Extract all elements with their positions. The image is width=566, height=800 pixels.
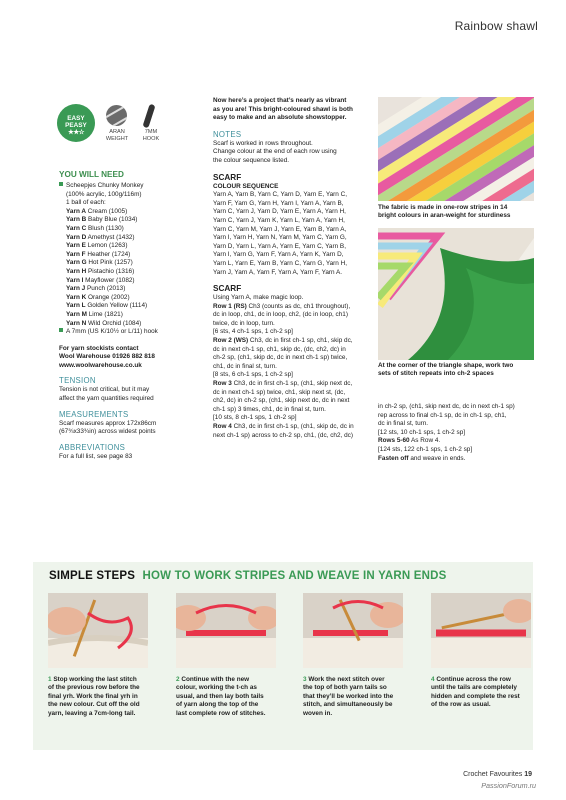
step-text: of the row as usual. [431, 701, 491, 709]
step-text-line [303, 676, 409, 684]
caption1-line2: bright colours in aran-weight for sturdiness [378, 212, 511, 220]
colour-sequence-line: Yarn C, Yarn J, Yarn K, Yarn L, Yarn A, Yarn H, [213, 216, 345, 224]
step-text: colour, working the t-ch as [176, 684, 257, 692]
step-text-line [48, 693, 154, 701]
pattern-row-line: dc in next ch-1 sp, ch1, skip dc, (dc, ch2, dc) in [213, 345, 346, 353]
pattern-rows [213, 303, 373, 441]
yarn-label-line1: ARAN [109, 129, 125, 135]
footer-watermark: PassionForum.ru [481, 781, 536, 790]
difficulty-badge [57, 104, 95, 142]
colour-sequence-heading: COLOUR SEQUENCE [213, 182, 279, 190]
yarn-name: Yarn L [66, 302, 86, 310]
yarn-name: Yarn M [66, 310, 87, 318]
step4-photo [431, 593, 531, 668]
pattern-row [213, 337, 373, 380]
hook-size-label [137, 129, 165, 142]
row-text: Ch3, dc in first ch-1 sp, (ch1, skip dc, dc in [231, 423, 354, 430]
star-rating-icon: ★★☆ [68, 129, 84, 136]
middle-column [213, 97, 373, 440]
pattern-row-line [213, 337, 373, 346]
yarn-item [66, 285, 204, 294]
yarn-item [66, 208, 204, 217]
abbreviations-heading: ABBREVIATIONS [59, 442, 126, 452]
triangle-corner-image [378, 228, 534, 360]
row-label: Row 1 (RS) [213, 302, 247, 310]
yarn-desc: Cream (1005) [86, 207, 128, 215]
colour-sequence-line: Yarn C, Yarn M, Yarn J, Yarn E, Yarn B, Yarn A, [213, 225, 347, 233]
yarn-desc: Mayflower (1082) [83, 276, 135, 284]
yarn-desc: Lemon (1263) [85, 242, 128, 250]
notes-line: Change colour at the end of each row using [213, 148, 337, 156]
row4-continued [378, 403, 538, 437]
step-text: stitch, and simultaneously be [303, 701, 393, 709]
step-text: until the tails are completely [431, 684, 517, 692]
step-text-line [303, 693, 409, 701]
step-text-first: Continue with the new [179, 676, 250, 683]
rows-count: [124 sts, 122 ch-1 sps, 1 ch-2 sp] [378, 445, 473, 453]
pattern-row-line: dc in next ch-1 sp) twice, ch1, skip next st, (dc, [213, 388, 346, 396]
notes-line: Scarf is worked in rows throughout. [213, 139, 313, 147]
steps-title-sub: HOW TO WORK STRIPES AND WEAVE IN YARN ENDS [142, 570, 447, 582]
yarn-desc: Pistachio (1316) [86, 267, 135, 275]
row-label: Row 3 [213, 380, 232, 388]
step-text-line [303, 710, 409, 718]
scarf-intro: Using Yarn A, make magic loop. [213, 294, 304, 302]
caption2-line2: sets of stitch repeats into ch-2 spaces [378, 370, 494, 378]
yarn-item [66, 277, 204, 286]
yarn-desc: Orange (2002) [86, 293, 130, 301]
row4-continued-line: rep across to final ch-1 sp, dc in ch-1 sp, ch1, [378, 411, 507, 419]
step-text: usual, and then lay both tails [176, 692, 264, 700]
right-column-text [378, 403, 538, 463]
stripe-fabric-photo [378, 97, 534, 201]
intro-paragraph [213, 97, 373, 123]
intro-line: Now here’s a project that’s nearly as vibrant [213, 97, 347, 104]
step-number: 1 [48, 676, 52, 683]
pattern-row-line [213, 303, 373, 312]
step3-image [303, 593, 403, 668]
page-number: 19 [524, 771, 532, 778]
step1-image [48, 593, 148, 668]
pattern-row-line: twice, dc in loop, turn. [213, 319, 275, 327]
stockist-line1: For yarn stockists contact [59, 344, 139, 352]
yarn-intro: Scheepjes Chunky Monkey [59, 182, 204, 191]
yarn-desc: Lime (1821) [86, 310, 123, 318]
yarn-name: Yarn D [66, 233, 87, 241]
row4-continued-line: in ch-2 sp, (ch1, skip next dc, dc in next ch-1 sp) [378, 403, 515, 410]
hook-item: A 7mm (US K/10½ or L/11) hook [59, 328, 204, 337]
pattern-row-line: [8 sts, 6 ch-1 sps, 1 ch-2 sp] [213, 371, 293, 379]
simple-steps-title [49, 572, 447, 581]
badge-line2: PEASY [65, 122, 87, 129]
step-text: of the previous row before the [48, 684, 140, 692]
step-text-line [176, 693, 282, 701]
pattern-row-line: [6 sts, 4 ch-1 sps, 1 ch-2 sp] [213, 328, 293, 336]
pattern-row-line: ch2, dc) in ch-2 sp, (ch1, skip next dc, dc in next [213, 397, 350, 405]
step-text-first: Continue across the row [434, 676, 511, 683]
row-label: Row 2 (WS) [213, 337, 249, 345]
step1-photo [48, 593, 148, 668]
step-3-text [303, 676, 409, 718]
step-text-line [431, 701, 537, 709]
yarn-item [66, 320, 204, 329]
tension-heading: TENSION [59, 376, 96, 386]
step-text: the new colour. Cut off the old [48, 701, 140, 709]
yarn-item [66, 294, 204, 303]
yarn-item [66, 311, 204, 320]
intro-line: easy to make and an absolute showstopper. [213, 114, 347, 122]
step-4-text [431, 676, 537, 710]
yarn-name: Yarn J [66, 285, 86, 293]
step-2-text [176, 676, 282, 718]
yarn-desc: Golden Yellow (1114) [85, 302, 148, 310]
step-text-first: Work the next stitch over [306, 676, 385, 683]
yarn-name: Yarn I [66, 276, 84, 284]
yarn-desc: Heather (1724) [85, 250, 131, 258]
colour-sequence-line: Yarn I, Yarn G, Yarn F, Yarn A, Yarn K, Yarn D, [213, 251, 344, 259]
footer-magazine [463, 771, 532, 780]
step-text-line [48, 684, 154, 692]
yarn-desc: Hot Pink (1257) [86, 259, 133, 267]
yarn-label-line2: WEIGHT [105, 135, 129, 142]
step2-image [176, 593, 276, 668]
colour-sequence-line: Yarn F, Yarn G, Yarn H, Yarn I, Yarn A, Yarn B, [213, 199, 344, 207]
intro-line: as you are! This bright-coloured shawl is both [213, 105, 353, 113]
pattern-row-line [213, 380, 373, 389]
row4-continued-line: [12 sts, 10 ch-1 sps, 1 ch-2 sp] [378, 428, 466, 436]
yarn-name: Yarn C [66, 224, 87, 232]
yarn-name: Yarn H [66, 267, 87, 275]
abbreviations-line1: For a full list, see page 83 [59, 452, 133, 460]
step-text: of yarn along the top of the [176, 701, 259, 709]
step-text: hidden and complete the rest [431, 692, 520, 700]
yarn-detail: (100% acrylic, 100g/116m) [66, 190, 142, 198]
magazine-name: Crochet Favourites [463, 771, 523, 778]
step4-image [431, 593, 531, 668]
step-text: that they’ll be worked into the [303, 692, 394, 700]
row4-continued-line: dc in final st, turn. [378, 420, 429, 428]
step-text-line [48, 710, 154, 718]
step-text-line [48, 701, 154, 709]
pattern-row-line: [10 sts, 8 ch-1 sps, 1 ch-2 sp] [213, 414, 297, 422]
tension-line1: Tension is not critical, but it may [59, 386, 150, 394]
caption2-line1: At the corner of the triangle shape, work two [378, 362, 514, 369]
step-1-text [48, 676, 154, 718]
yarn-desc: Blush (1130) [86, 224, 124, 232]
colour-sequence-line: Yarn I, Yarn H, Yarn N, Yarn M, Yarn C, Yarn G, [213, 234, 347, 242]
yarn-name: Yarn K [66, 293, 87, 301]
yarn-item [66, 251, 204, 260]
yarn-item [66, 259, 204, 268]
yarn-item [66, 302, 204, 311]
step-text: yarn, leaving a 7cm-long tail. [48, 709, 136, 717]
step-text-first: Stop working the last stitch [51, 676, 137, 683]
step-number: 2 [176, 676, 180, 683]
step-text-line [176, 701, 282, 709]
colour-sequence-line: Yarn A, Yarn B, Yarn C, Yarn D, Yarn E, Yarn C, [213, 191, 348, 199]
step-number: 3 [303, 676, 307, 683]
step-text: the top of both yarn tails so [303, 684, 387, 692]
bullet-icon [59, 328, 63, 332]
badge-line1: EASY [67, 115, 85, 122]
triangle-corner-photo [378, 228, 534, 360]
row-label: Row 4 [213, 423, 232, 430]
yarn-item [66, 242, 204, 251]
yarn-name: Yarn A [66, 207, 87, 215]
page-header-title: Rainbow shawl [454, 19, 538, 33]
row-text: Ch3, dc in first ch-1 sp, (ch1, skip next dc, [231, 380, 353, 388]
step-text-line [303, 684, 409, 692]
step-text: woven in. [303, 709, 333, 717]
step-text-line [48, 676, 154, 684]
notes-line: the colour sequence listed. [213, 156, 290, 164]
yarn-name: Yarn F [66, 250, 86, 258]
left-column [59, 170, 204, 461]
step-text-line [303, 701, 409, 709]
measurements-heading: MEASUREMENTS [59, 409, 129, 419]
colour-sequence [213, 191, 373, 277]
caption1-line1: The fabric is made in one-row stripes in 14 [378, 204, 508, 211]
step-text: last complete row of stitches. [176, 709, 266, 717]
crochet-hook-icon [142, 104, 155, 129]
steps-title-main: SIMPLE STEPS [49, 570, 136, 582]
row-text: Ch3, dc in first ch-1 sp, ch1, skip dc, [248, 337, 353, 345]
step-text-line [176, 676, 282, 684]
pattern-row-line: ch-1 sp) 3 times, ch1, dc in final st, turn. [213, 405, 326, 413]
yarn-desc: Amethyst (1432) [86, 233, 135, 241]
yarn-ball-icon [106, 105, 127, 126]
step-text-line [176, 710, 282, 718]
corner-caption [378, 362, 538, 379]
pattern-row-line [213, 423, 373, 432]
step-text-line [431, 693, 537, 701]
pattern-row [213, 380, 373, 423]
stockist-line2: Wool Warehouse 01926 882 818 [59, 353, 155, 361]
yarn-qty: 1 ball of each: [66, 199, 106, 207]
yarn-name: Yarn B [66, 216, 87, 224]
step-text: final yrh. Work the final yrh in [48, 692, 138, 700]
bullet-icon [59, 182, 63, 186]
pattern-row-line: ch1, dc in final st, turn. [213, 362, 277, 370]
step3-photo [303, 593, 403, 668]
yarn-name: Yarn E [66, 242, 86, 250]
measurements-line2: (67¾x33¾in) across widest points [59, 428, 156, 436]
scarf-heading: SCARF [213, 172, 242, 182]
yarn-desc: Baby Blue (1034) [86, 216, 138, 224]
pattern-row-line: dc in loop, ch1, dc in loop, ch2, (dc in loop, ch1) [213, 311, 348, 319]
you-will-need-heading: YOU WILL NEED [59, 170, 124, 179]
row-text: Ch3 (counts as dc, ch1 throughout), [246, 302, 351, 310]
yarn-list [59, 208, 204, 328]
pattern-row-line: ch-2 sp, (ch1, skip dc, dc in next ch-1 sp) twice, [213, 354, 348, 362]
colour-sequence-line: Yarn J, Yarn A, Yarn F, Yarn A, Yarn F, Yarn A. [213, 268, 343, 276]
yarn-name: Yarn N [66, 319, 87, 327]
stockist-info [59, 345, 204, 371]
rows-5-60: Rows 5-60 As Row 4. [378, 437, 441, 445]
hook-label-line1: 7MM [144, 129, 158, 135]
yarn-item [66, 225, 204, 234]
yarn-desc: Punch (2013) [85, 285, 126, 293]
pattern-row-line: next ch-1 sp) across to ch-2 sp, ch1, (dc, ch2, dc) [213, 431, 353, 439]
step-text-line [431, 676, 537, 684]
tension-line2: affect the yarn quantities required [59, 395, 154, 403]
pattern-row [213, 303, 373, 337]
yarn-item [66, 234, 204, 243]
colour-sequence-line: Yarn L, Yarn E, Yarn B, Yarn C, Yarn G, Yarn H, [213, 259, 348, 267]
stockist-link[interactable]: www.woolwarehouse.co.uk [59, 361, 142, 369]
yarn-item [66, 268, 204, 277]
step-text-line [431, 684, 537, 692]
scarf-pattern-heading: SCARF [213, 284, 242, 294]
colour-sequence-line: Yarn C, Yarn J, Yarn D, Yarn E, Yarn A, Yarn H, [213, 208, 346, 216]
notes-heading: NOTES [213, 129, 242, 139]
step2-photo [176, 593, 276, 668]
yarn-weight-label [100, 129, 134, 142]
stripe-fabric-image [378, 97, 534, 201]
fabric-caption [378, 204, 538, 221]
yarn-name: Yarn G [66, 259, 87, 267]
yarn-item [66, 216, 204, 225]
measurements-line1: Scarf measures approx 172x86cm [59, 419, 157, 427]
fasten-off: Fasten off and weave in ends. [378, 454, 466, 462]
pattern-row [213, 423, 373, 440]
notes-paragraph [213, 140, 373, 166]
step-number: 4 [431, 676, 435, 683]
hook-label-line2: HOOK [142, 135, 160, 142]
colour-sequence-line: Yarn D, Yarn L, Yarn A, Yarn E, Yarn C, Yarn B, [213, 242, 346, 250]
yarn-desc: Wild Orchid (1084) [86, 319, 142, 327]
step-text-line [176, 684, 282, 692]
